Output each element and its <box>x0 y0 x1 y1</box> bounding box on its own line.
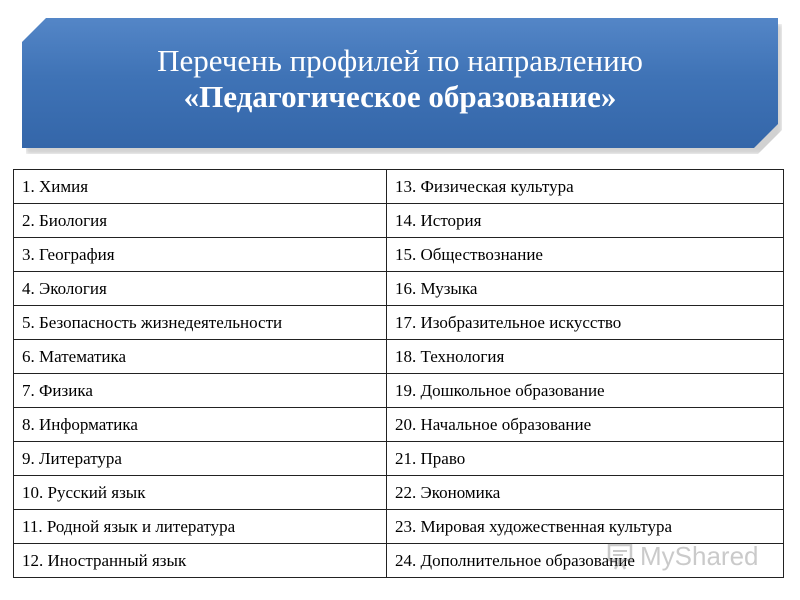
table-cell: 1. Химия <box>14 170 387 204</box>
table-cell: 8. Информатика <box>14 408 387 442</box>
profiles-table <box>13 169 784 578</box>
table-cell: 11. Родной язык и литература <box>14 510 387 544</box>
table-cell: 10. Русский язык <box>14 476 387 510</box>
table-cell: 6. Математика <box>14 340 387 374</box>
table-cell: 14. История <box>387 204 784 238</box>
table-row <box>14 442 784 476</box>
table-cell: 9. Литература <box>14 442 387 476</box>
slide-title <box>22 18 778 148</box>
table-cell: 15. Обществознание <box>387 238 784 272</box>
table-cell: 4. Экология <box>14 272 387 306</box>
table-cell: 20. Начальное образование <box>387 408 784 442</box>
table-row <box>14 408 784 442</box>
title-line-1: Перечень профилей по направлению <box>157 43 643 79</box>
table-row <box>14 306 784 340</box>
table-cell: 21. Право <box>387 442 784 476</box>
table-row <box>14 170 784 204</box>
table-row <box>14 340 784 374</box>
watermark-text: MyShared <box>640 540 759 571</box>
table-cell: 5. Безопасность жизнедеятельности <box>14 306 387 340</box>
table-cell: 23. Мировая художественная культура <box>387 510 784 544</box>
table-cell: 7. Физика <box>14 374 387 408</box>
table-cell: 2. Биология <box>14 204 387 238</box>
table-row <box>14 272 784 306</box>
table-cell: 19. Дошкольное образование <box>387 374 784 408</box>
table-row <box>14 544 784 578</box>
table-row <box>14 374 784 408</box>
table-cell: 3. География <box>14 238 387 272</box>
title-line-2: «Педагогическое образование» <box>183 79 617 114</box>
table-cell: 22. Экономика <box>387 476 784 510</box>
table-cell: 18. Технология <box>387 340 784 374</box>
table-cell: 17. Изобразительное искусство <box>387 306 784 340</box>
table-row <box>14 238 784 272</box>
table-row <box>14 204 784 238</box>
table-row <box>14 476 784 510</box>
table-cell: 16. Музыка <box>387 272 784 306</box>
table-row <box>14 510 784 544</box>
table-cell: 13. Физическая культура <box>387 170 784 204</box>
table-cell: 12. Иностранный язык <box>14 544 387 578</box>
table-cell: 24. Дополнительное образование <box>387 544 784 578</box>
